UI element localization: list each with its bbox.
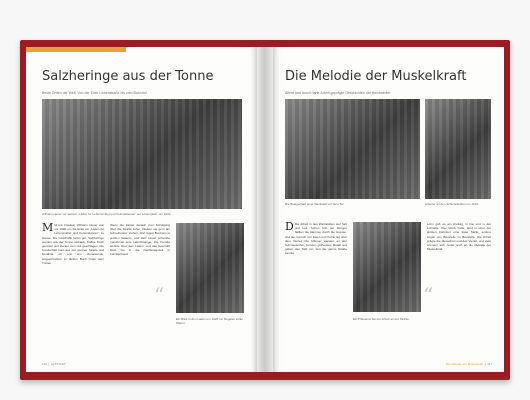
photo2-caption: Arbeiter an den Schmiedeöfen um 1910 [425, 202, 479, 206]
small-photo-caption: Ein Blick in den Laden um 1920 mit Regalen voller Waren [176, 317, 244, 325]
right-page [273, 47, 504, 372]
body-text-2: Wenn die Kinder danach zum Schulgang über die Straße liefen, blieben sie gern am Schaufenster stehen. Dort lagen Bonbons in großen Gläsern, und Herr Heuer schenkte manchmal eine Lakritzstange. Die Familie wohnte über dem Laden, und das Geschäft blieb bis in die Nachkriegszeit in Familienhand. [110, 223, 170, 257]
quote-mark-icon: “ [423, 283, 434, 307]
left-page [26, 47, 257, 372]
page-title: Die Melodie der Muskelkraft [285, 69, 467, 84]
interior-photo [176, 223, 244, 313]
page-title: Salzheringe aus der Tonne [42, 69, 214, 84]
storefront-photo [42, 99, 242, 209]
page-subtitle: Beste Zeiten der Welt: Von der Ecke Löwenstraße bis zum Bahnhof [42, 91, 147, 95]
ribbon-bookmark [26, 47, 126, 52]
pavement-photo [353, 222, 421, 312]
forge-photo [425, 99, 491, 199]
page-footer: 116 | ALTSTADT [42, 362, 66, 366]
page-subtitle: Ältere und durch harte Arbeit geprägte Geschichten der Handwerker [285, 91, 391, 95]
workers-group-photo [285, 99, 420, 199]
body-text: M M mit Fräulein Wilhelm Heuer war vor 1900 um die Ecke ein „Laden für Lebensmittel und Kolonialwaren“ zu Hause. Die Geschäfte liefen gut, Salzheringe wurden aus der Tonne verkauft, Kaffee frisch geröstet und Zucker vom Hut geschlagen. Die Kundschaft kam aus der ganzen Straße und bezahlte oft erst am Monatsende, angeschrieben im dicken Buch hinter dem Tresen. [42, 223, 104, 265]
quote-mark-icon: “ [154, 283, 165, 307]
photo-caption: Wilhelm Heuer vor seinem „Laden für Lebensmittel und Kolonialwaren“ am Löwenplatz, um 1900 [42, 212, 171, 216]
photo-caption: Die Belegschaft einer Werkstatt vor dem Tor [285, 202, 344, 206]
body-text-2: Lohn gab es am Freitag, in bar und in der Lohntüte. Wer Glück hatte, fand in einer der großen Fabriken eine feste Stelle, andere zogen von Baustelle zu Baustelle. Die Arbeit prägte die Menschen und das Viertel, und viele erinnern sich heute noch an die Melodie der Muskelkraft. [427, 222, 491, 252]
body-text: D Die Arbeit in den Werkstätten war hart und laut. Schon früh am Morgen hallten die Hämmer durch die Gassen, und der Geruch von Eisen und Kohle lag über dem Viertel. Die Männer standen an den Schmiedeöfen, formten glühendes Metall und gaben den Takt vor, den die ganze Straße kannte. [285, 222, 347, 256]
page-footer: Die Melodie der Muskelkraft | 117 [445, 362, 492, 366]
small-photo-caption: Ein Pflasterer bei der Arbeit an der Straße [353, 317, 409, 321]
book-spine [257, 47, 273, 372]
